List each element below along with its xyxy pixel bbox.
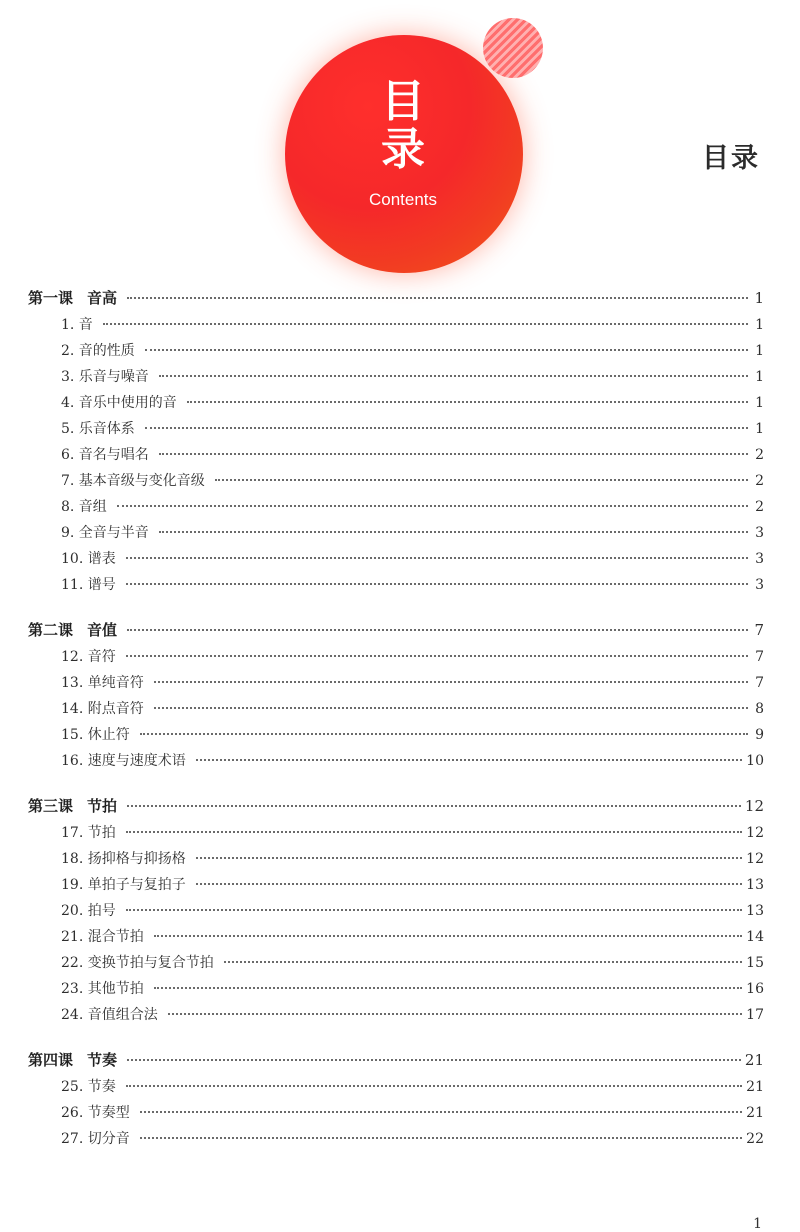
toc-lesson	[28, 1046, 764, 1152]
dot-leader	[140, 733, 748, 735]
toc-page-number: 10	[746, 753, 764, 769]
toc-entry-row[interactable]	[28, 546, 764, 572]
dot-leader	[126, 909, 742, 911]
toc-entry-row[interactable]	[28, 1126, 764, 1152]
dot-leader	[126, 655, 748, 657]
dot-leader	[140, 1111, 742, 1113]
toc-chapter-label	[28, 284, 117, 312]
toc-entry-label: 27. 切分音	[61, 1131, 130, 1147]
badge-subtitle: Contents	[368, 190, 438, 209]
toc-entry-row[interactable]	[28, 338, 764, 364]
toc-lesson-title: 节拍	[87, 797, 118, 815]
toc-page-number: 3	[755, 577, 764, 593]
toc-entry-label: 23. 其他节拍	[61, 981, 144, 997]
toc-page-number: 21	[746, 1105, 764, 1121]
dot-leader	[127, 297, 748, 299]
toc-page-number: 3	[755, 525, 764, 541]
toc-page-number: 1	[755, 421, 764, 437]
toc-page-number: 1	[755, 317, 764, 333]
toc-entry-row[interactable]	[28, 872, 764, 898]
toc-page-number: 7	[755, 675, 764, 691]
toc-page-number: 12	[746, 851, 764, 867]
toc-page-number: 8	[755, 701, 764, 717]
toc-page-number: 3	[755, 551, 764, 567]
toc-page-number: 9	[755, 727, 764, 743]
dot-leader	[154, 987, 742, 989]
toc-entry-label: 17. 节拍	[61, 825, 116, 841]
toc-entry-label: 1. 音	[61, 317, 93, 333]
toc-lesson-title: 音高	[87, 289, 118, 307]
toc-entry-label: 7. 基本音级与变化音级	[61, 473, 205, 489]
toc-page-number: 21	[744, 1051, 764, 1069]
toc-entry-label: 16. 速度与速度术语	[61, 753, 186, 769]
toc-entry-row[interactable]	[28, 820, 764, 846]
toc-page-number: 7	[754, 621, 764, 639]
dot-leader	[126, 1085, 742, 1087]
dot-leader	[224, 961, 742, 963]
toc-entry-label: 19. 单拍子与复拍子	[61, 877, 186, 893]
toc-entry-row[interactable]	[28, 950, 764, 976]
toc-entry-row[interactable]	[28, 1100, 764, 1126]
toc-chapter-label	[28, 1046, 117, 1074]
toc-page-number: 1	[754, 289, 764, 307]
toc-entry-row[interactable]	[28, 976, 764, 1002]
toc-entry-row[interactable]	[28, 670, 764, 696]
toc-lesson	[28, 616, 764, 774]
toc-lesson-number: 第一课	[28, 289, 74, 307]
dot-leader	[117, 505, 748, 507]
toc-lesson-number: 第二课	[28, 621, 74, 639]
toc-entry-label: 10. 谱表	[61, 551, 116, 567]
toc-entry-row[interactable]	[28, 748, 764, 774]
toc-entry-row[interactable]	[28, 520, 764, 546]
toc-page-number: 1	[755, 395, 764, 411]
toc-entry-label: 24. 音值组合法	[61, 1007, 158, 1023]
dot-leader	[127, 805, 741, 807]
toc-entry-row[interactable]	[28, 644, 764, 670]
dot-leader	[140, 1137, 742, 1139]
toc-lesson-number: 第四课	[28, 1051, 74, 1069]
toc-entry-row[interactable]	[28, 390, 764, 416]
toc-page-number: 1	[755, 369, 764, 385]
toc-page-number: 12	[746, 825, 764, 841]
toc-chapter-row[interactable]	[28, 616, 764, 644]
toc-entry-label: 2. 音的性质	[61, 343, 135, 359]
toc-entry-label: 4. 音乐中使用的音	[61, 395, 177, 411]
badge-striped-dot	[483, 18, 543, 78]
toc-entry-row[interactable]	[28, 312, 764, 338]
toc-entry-row[interactable]	[28, 924, 764, 950]
toc-page-number: 2	[755, 499, 764, 515]
dot-leader	[127, 1059, 741, 1061]
toc-entry-label: 26. 节奏型	[61, 1105, 130, 1121]
toc-entry-label: 12. 音符	[61, 649, 116, 665]
toc-entry-row[interactable]	[28, 364, 764, 390]
toc-lesson-title: 节奏	[87, 1051, 118, 1069]
dot-leader	[159, 531, 748, 533]
toc-chapter-row[interactable]	[28, 1046, 764, 1074]
dot-leader	[159, 453, 748, 455]
dot-leader	[145, 349, 748, 351]
toc-entry-row[interactable]	[28, 1074, 764, 1100]
toc-entry-label: 20. 拍号	[61, 903, 116, 919]
toc-chapter-label	[28, 792, 117, 820]
contents-badge	[283, 18, 545, 258]
toc-entry-row[interactable]	[28, 846, 764, 872]
badge-char-1: 目	[381, 76, 425, 127]
toc-entry-label: 21. 混合节拍	[61, 929, 144, 945]
dot-leader	[127, 629, 748, 631]
toc-entry-row[interactable]	[28, 572, 764, 598]
toc-page-number: 2	[755, 447, 764, 463]
toc-entry-label: 22. 变换节拍与复合节拍	[61, 955, 214, 971]
toc-entry-row[interactable]	[28, 416, 764, 442]
page-title: 目录	[702, 143, 760, 174]
toc-entry-label: 18. 扬抑格与抑扬格	[61, 851, 186, 867]
dot-leader	[126, 831, 742, 833]
toc-page-number: 7	[755, 649, 764, 665]
toc-entry-row[interactable]	[28, 696, 764, 722]
toc-entry-label: 25. 节奏	[61, 1079, 116, 1095]
toc-lesson	[28, 284, 764, 598]
toc-lesson	[28, 792, 764, 1028]
dot-leader	[154, 935, 742, 937]
dot-leader	[145, 427, 748, 429]
toc-entry-label: 6. 音名与唱名	[61, 447, 149, 463]
toc-page-number: 12	[744, 797, 764, 815]
toc-entry-label: 9. 全音与半音	[61, 525, 149, 541]
toc-chapter-row[interactable]	[28, 284, 764, 312]
toc-page-number: 15	[746, 955, 764, 971]
toc-lesson-title: 音值	[87, 621, 118, 639]
toc-entry-label: 14. 附点音符	[61, 701, 144, 717]
toc-page-number: 16	[746, 981, 764, 997]
toc-entry-row[interactable]	[28, 468, 764, 494]
toc-page-number: 17	[746, 1007, 764, 1023]
dot-leader	[154, 681, 748, 683]
toc-page-number: 13	[746, 903, 764, 919]
dot-leader	[159, 375, 748, 377]
dot-leader	[215, 479, 748, 481]
toc-entry-row[interactable]	[28, 898, 764, 924]
dot-leader	[154, 707, 748, 709]
toc-entry-label: 3. 乐音与噪音	[61, 369, 149, 385]
toc-chapter-row[interactable]	[28, 792, 764, 820]
dot-leader	[196, 883, 742, 885]
table-of-contents	[28, 284, 764, 1170]
dot-leader	[196, 857, 742, 859]
toc-page-number: 2	[755, 473, 764, 489]
toc-page-number: 14	[746, 929, 764, 945]
toc-entry-label: 11. 谱号	[61, 577, 116, 593]
toc-entry-row[interactable]	[28, 442, 764, 468]
dot-leader	[126, 583, 748, 585]
toc-entry-row[interactable]	[28, 722, 764, 748]
toc-page-number: 1	[755, 343, 764, 359]
toc-page-number: 21	[746, 1079, 764, 1095]
toc-entry-label: 8. 音组	[61, 499, 107, 515]
toc-page-number: 13	[746, 877, 764, 893]
toc-page-number: 22	[746, 1131, 764, 1147]
badge-char-2: 录	[381, 124, 425, 175]
toc-entry-row[interactable]	[28, 494, 764, 520]
footer-page-number: 1	[753, 1216, 762, 1232]
dot-leader	[103, 323, 748, 325]
toc-chapter-label	[28, 616, 117, 644]
toc-lesson-number: 第三课	[28, 797, 74, 815]
dot-leader	[168, 1013, 742, 1015]
toc-entry-label: 13. 单纯音符	[61, 675, 144, 691]
dot-leader	[196, 759, 742, 761]
dot-leader	[126, 557, 748, 559]
dot-leader	[187, 401, 748, 403]
toc-entry-label: 5. 乐音体系	[61, 421, 135, 437]
toc-entry-row[interactable]	[28, 1002, 764, 1028]
toc-entry-label: 15. 休止符	[61, 727, 130, 743]
